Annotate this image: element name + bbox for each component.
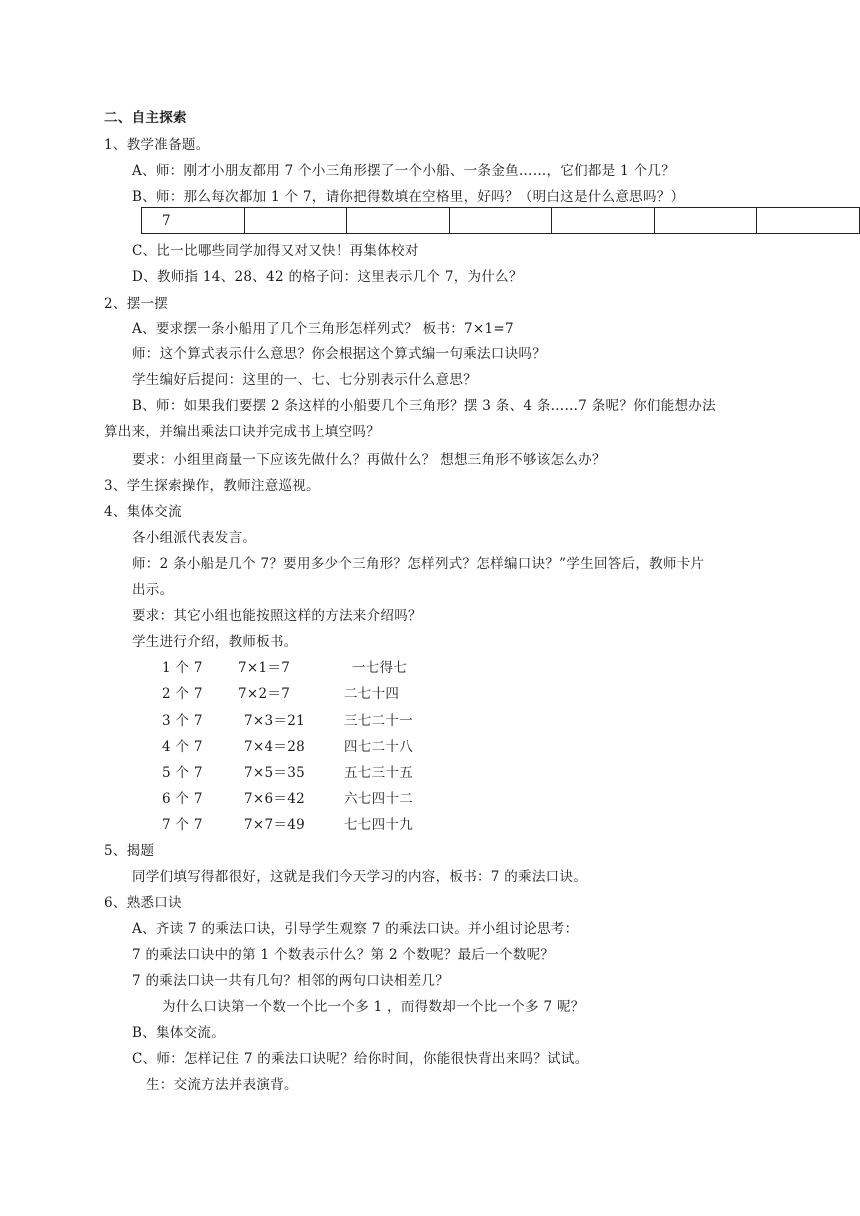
paragraph: C、比一比哪些同学加得又对又快！再集体校对 [132,243,419,259]
paragraph: 7 的乘法口诀中的第 1 个数表示什么？第 2 个数呢？最后一个数呢？ [132,947,555,963]
paragraph: 为什么口诀第一个数一个比一个多 1 ，而得数却一个比一个多 7 呢？ [162,999,585,1015]
item-heading: 6、熟悉口诀 [104,895,182,911]
paragraph: A、要求摆一条小船用了几个三角形怎样列式？ 板书：7×1=7 [132,321,514,337]
grid-cell: 7 [142,208,245,234]
paragraph: 7 的乘法口诀一共有几句？相邻的两句口诀相差几？ [132,973,450,989]
paragraph: 要求：其它小组也能按照这样的方法来介绍吗？ [132,608,422,624]
paragraph: 师：2 条小船是几个 7？要用多少个三角形？怎样列式？怎样编口诀？”学生回答后，教师卡片 [132,556,705,572]
paragraph: 各小组派代表发言。 [132,530,257,546]
section-heading: 二、自主探索 [104,110,187,126]
table-rhyme: 三七二十一 [344,713,413,729]
grid-cell [347,208,450,234]
table-equation: 7×3＝21 [244,713,305,729]
table-count: 3 个 7 [162,713,203,729]
paragraph: A、齐读 7 的乘法口诀，引导学生观察 7 的乘法口诀。并小组讨论思考： [132,921,579,937]
table-rhyme: 四七二十八 [344,739,413,755]
paragraph: 要求：小组里商量一下应该先做什么？再做什么？ 想想三角形不够该怎么办？ [132,452,606,468]
table-rhyme: 七七四十九 [344,817,413,833]
item-heading: 2、摆一摆 [104,296,169,312]
paragraph: 出示。 [132,582,174,598]
table-rhyme: 二七十四 [344,686,400,702]
table-rhyme: 一七得七 [352,660,408,676]
paragraph: A、师：刚才小朋友都用 7 个小三角形摆了一个小船、一条金鱼……，它们都是 1 个几？ [132,163,675,179]
table-count: 6 个 7 [162,791,203,807]
grid-cell [757,208,860,234]
table-equation: 7×6＝42 [244,791,305,807]
paragraph: 学生进行介绍，教师板书。 [132,634,298,650]
table-count: 4 个 7 [162,739,203,755]
grid-cell [244,208,347,234]
table-rhyme: 五七三十五 [344,765,413,781]
fill-in-grid [141,207,860,234]
item-heading: 3、学生探索操作，教师注意巡视。 [104,478,320,494]
paragraph: B、集体交流。 [132,1025,226,1041]
table-equation: 7×7＝49 [244,817,305,833]
grid-cell [654,208,757,234]
paragraph: 师：这个算式表示什么意思？你会根据这个算式编一句乘法口诀吗？ [132,346,546,362]
paragraph: B、师：那么每次都加 1 个 7，请你把得数填在空格里，好吗？（明白这是什么意思吗？） [132,189,685,205]
table-equation: 7×2＝7 [238,686,291,702]
table-count: 1 个 7 [162,660,203,676]
paragraph: 同学们填写得都很好，这就是我们今天学习的内容，板书：7 的乘法口诀。 [132,869,588,885]
paragraph: 生：交流方法并表演背。 [146,1077,298,1093]
item-heading: 4、集体交流 [104,504,182,520]
table-count: 2 个 7 [162,686,203,702]
item-heading: 5、揭题 [104,843,155,859]
grid-cell [449,208,552,234]
paragraph: 学生编好后提问：这里的一、七、七分别表示什么意思？ [132,372,477,388]
paragraph: D、教师指 14、28、42 的格子问：这里表示几个 7，为什么？ [132,269,523,285]
table-equation: 7×1＝7 [238,660,291,676]
paragraph: C、师：怎样记住 7 的乘法口诀呢？给你时间，你能很快背出来吗？试试。 [132,1051,589,1067]
table-count: 5 个 7 [162,765,203,781]
paragraph: B、师：如果我们要摆 2 条这样的小船要几个三角形？摆 3 条、4 条……7 条呢？你们能想办法 [132,398,716,414]
table-count: 7 个 7 [162,817,203,833]
table-equation: 7×5＝35 [244,765,305,781]
table-rhyme: 六七四十二 [344,791,413,807]
grid-cell [552,208,655,234]
item-heading: 1、教学准备题。 [104,137,210,153]
paragraph: 算出来，并编出乘法口诀并完成书上填空吗？ [104,424,380,440]
table-equation: 7×4＝28 [244,739,305,755]
